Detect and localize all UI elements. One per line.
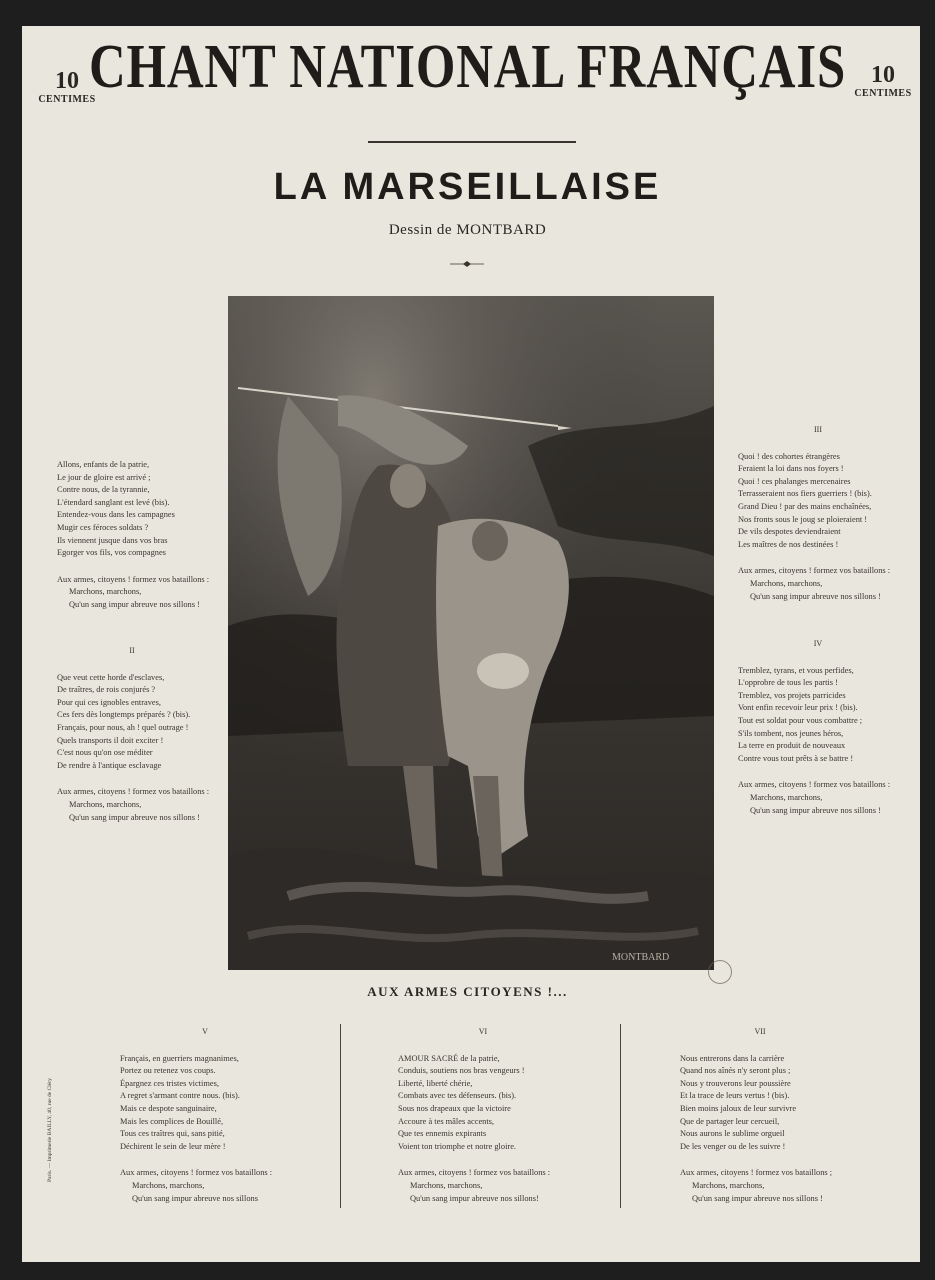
- verse-line: L'étendard sanglant est levé (bis).: [57, 497, 170, 507]
- refrain-line: Marchons, marchons,: [132, 1180, 205, 1190]
- verse-7: [680, 1026, 880, 1205]
- verse-line: Sous nos drapeaux que la victoire: [398, 1103, 511, 1113]
- refrain-line: Aux armes, citoyens ! formez vos bataillons :: [738, 780, 891, 790]
- verse-line: Conduis, soutiens nos bras vengeurs !: [398, 1066, 525, 1076]
- verse-line: Mais les complices de Bouillé,: [120, 1116, 224, 1126]
- verse-line: Voient ton triomphe et notre gloire.: [398, 1141, 517, 1151]
- refrain-line: Qu'un sang impur abreuve nos sillons: [132, 1193, 258, 1203]
- verse-line: Et la trace de leurs vertus ! (bis).: [680, 1091, 790, 1101]
- verse-line: De vils despotes deviendraient: [738, 527, 841, 537]
- illustration-signature: MONTBARD: [612, 952, 670, 963]
- verse-line: Portez ou retenez vos coups.: [120, 1066, 216, 1076]
- refrain-line: Marchons, marchons,: [750, 578, 823, 588]
- verse-number: VII: [754, 1027, 766, 1036]
- verse-line: Bien moins jaloux de leur survivre: [680, 1103, 797, 1113]
- verse-line: C'est nous qu'on ose méditer: [57, 748, 153, 758]
- verse-line: Feraient la loi dans nos foyers !: [738, 464, 844, 474]
- refrain-line: Marchons, marchons,: [692, 1180, 765, 1190]
- verse-number: V: [202, 1027, 208, 1036]
- refrain-line: Aux armes, citoyens ! formez vos bataillons :: [398, 1168, 551, 1178]
- refrain-line: Qu'un sang impur abreuve nos sillons !: [750, 805, 881, 815]
- verse-line: Français, pour nous, ah ! quel outrage !: [57, 722, 189, 732]
- main-title: CHANT NATIONAL FRANÇAIS: [88, 33, 847, 101]
- verse-line: Que tes ennemis expirants: [398, 1129, 487, 1139]
- verse-line: Que veut cette horde d'esclaves,: [57, 672, 165, 682]
- ornament-icon: [450, 260, 484, 268]
- verse-line: Épargnez ces tristes victimes,: [120, 1078, 219, 1088]
- verse-line: Entendez-vous dans les campagnes: [57, 510, 175, 520]
- verse-line: Quels transports il doit exciter !: [57, 735, 164, 745]
- verse-line: Nos fronts sous le joug se ploieraient !: [738, 514, 868, 524]
- verse-number: VI: [478, 1027, 488, 1036]
- verse-line: Nous y trouverons leur poussière: [680, 1078, 791, 1088]
- price-left-unit: CENTIMES: [38, 94, 96, 105]
- verse-2: [57, 645, 210, 824]
- verse-line: Grand Dieu ! par des mains enchaînées,: [738, 501, 872, 511]
- verse-line: La terre en produit de nouveaux: [738, 741, 846, 751]
- verse-line: Français, en guerriers magnanimes,: [120, 1053, 239, 1063]
- verse-line: Que de partager leur cercueil,: [680, 1116, 780, 1126]
- verse-line: A regret s'armant contre nous. (bis).: [120, 1091, 240, 1101]
- verse-line: Tremblez, tyrans, et vous perfides,: [738, 665, 854, 675]
- verse-number: III: [814, 425, 822, 434]
- column-divider: [620, 1024, 621, 1208]
- verse-line: Les maîtres de nos destinées !: [738, 539, 839, 549]
- verse-line: Terrasseraient nos fiers guerriers ! (bis).: [738, 489, 872, 499]
- verse-line: Liberté, liberté chérie,: [398, 1078, 473, 1088]
- verse-number: IV: [813, 639, 823, 648]
- verse-4: [738, 638, 898, 817]
- ornament: [450, 260, 484, 271]
- verse-line: Egorger vos fils, vos compagnes: [57, 548, 166, 558]
- verse-number: II: [129, 646, 135, 655]
- column-divider: [340, 1024, 341, 1208]
- refrain-line: Aux armes, citoyens ! formez vos bataillons :: [57, 787, 210, 797]
- verse-line: Quand nos aînés n'y seront plus ;: [680, 1066, 791, 1076]
- library-stamp: [708, 960, 732, 984]
- refrain-line: Qu'un sang impur abreuve nos sillons !: [692, 1193, 823, 1203]
- verse-line: Mais ce despote sanguinaire,: [120, 1103, 217, 1113]
- verse-line: Contre nous, de la tyrannie,: [57, 485, 150, 495]
- refrain-line: Marchons, marchons,: [69, 799, 142, 809]
- illustration-caption: AUX ARMES CITOYENS !...: [367, 984, 568, 999]
- refrain-line: Aux armes, citoyens ! formez vos bataillons :: [120, 1168, 273, 1178]
- verse-line: Quoi ! ces phalanges mercenaires: [738, 476, 851, 486]
- verse-line: Tremblez, vos projets parricides: [738, 690, 846, 700]
- refrain-line: Marchons, marchons,: [69, 587, 142, 597]
- refrain-line: Qu'un sang impur abreuve nos sillons!: [410, 1193, 539, 1203]
- verse-line: L'opprobre de tous les partis !: [738, 678, 838, 688]
- verse-line: Mugir ces féroces soldats ?: [57, 522, 149, 532]
- verse-line: Déchirent le sein de leur mère !: [120, 1141, 226, 1151]
- verse-line: Le jour de gloire est arrivé ;: [57, 472, 151, 482]
- refrain-line: Aux armes, citoyens ! formez vos bataillons ;: [680, 1168, 833, 1178]
- verse-line: Nous aurons le sublime orgueil: [680, 1129, 785, 1139]
- refrain-line: Aux armes, citoyens ! formez vos bataillons :: [738, 566, 891, 576]
- verse-line: Accoure à tes mâles accents,: [398, 1116, 495, 1126]
- verse-line: Pour qui ces ignobles entraves,: [57, 697, 161, 707]
- verse-line: Ces fers dès longtemps préparés ? (bis).: [57, 710, 191, 720]
- illustration-credit: Dessin de MONTBARD: [388, 222, 547, 238]
- verse-3: [738, 424, 898, 603]
- verse-line: Tout est soldat pour vous combattre ;: [738, 715, 863, 725]
- verse-line: Quoi ! des cohortes étrangères: [738, 451, 840, 461]
- verse-line: De traîtres, de rois conjurés ?: [57, 685, 156, 695]
- verse-line: Combats avec tes défenseurs. (bis).: [398, 1091, 517, 1101]
- verse-1: [57, 459, 209, 612]
- price-left-amount: 10: [55, 68, 79, 94]
- verse-line: Ils viennent jusque dans vos bras: [57, 535, 168, 545]
- verse-line: Allons, enfants de la patrie,: [57, 460, 150, 469]
- verse-line: De les venger ou de les suivre !: [680, 1141, 786, 1151]
- sub-title: LA MARSEILLAISE: [273, 166, 662, 208]
- verse-6: [398, 1026, 608, 1205]
- refrain-line: Marchons, marchons,: [750, 792, 823, 802]
- marseillaise-illustration: [228, 296, 714, 970]
- refrain-line: Aux armes, citoyens ! formez vos bataillons :: [57, 574, 210, 584]
- verse-line: Vont enfin recevoir leur prix ! (bis).: [738, 703, 858, 713]
- refrain-line: Qu'un sang impur abreuve nos sillons !: [750, 591, 881, 601]
- price-right-unit: CENTIMES: [854, 88, 912, 99]
- verse-line: Nous entrerons dans la carrière: [680, 1053, 785, 1063]
- price-right: [848, 62, 918, 99]
- verse-line: Tous ces traîtres qui, sans pitié,: [120, 1129, 225, 1139]
- refrain-line: Qu'un sang impur abreuve nos sillons !: [69, 599, 200, 609]
- title-rule: [368, 141, 576, 143]
- verse-line: S'ils tombent, nos jeunes héros,: [738, 728, 844, 738]
- verse-line: AMOUR SACRÉ de la patrie,: [398, 1053, 500, 1063]
- verse-5: [120, 1026, 330, 1205]
- refrain-line: Marchons, marchons,: [410, 1180, 483, 1190]
- printer-imprint: Paris. — Imprimerie BAILLY, 40, rue de Cléry: [47, 1078, 53, 1182]
- price-right-amount: 10: [871, 62, 895, 88]
- verse-line: Contre vous tout prêts à se battre !: [738, 753, 854, 763]
- verse-line: De rendre à l'antique esclavage: [57, 760, 162, 770]
- illustration-drawing: [228, 296, 714, 970]
- refrain-line: Qu'un sang impur abreuve nos sillons !: [69, 812, 200, 822]
